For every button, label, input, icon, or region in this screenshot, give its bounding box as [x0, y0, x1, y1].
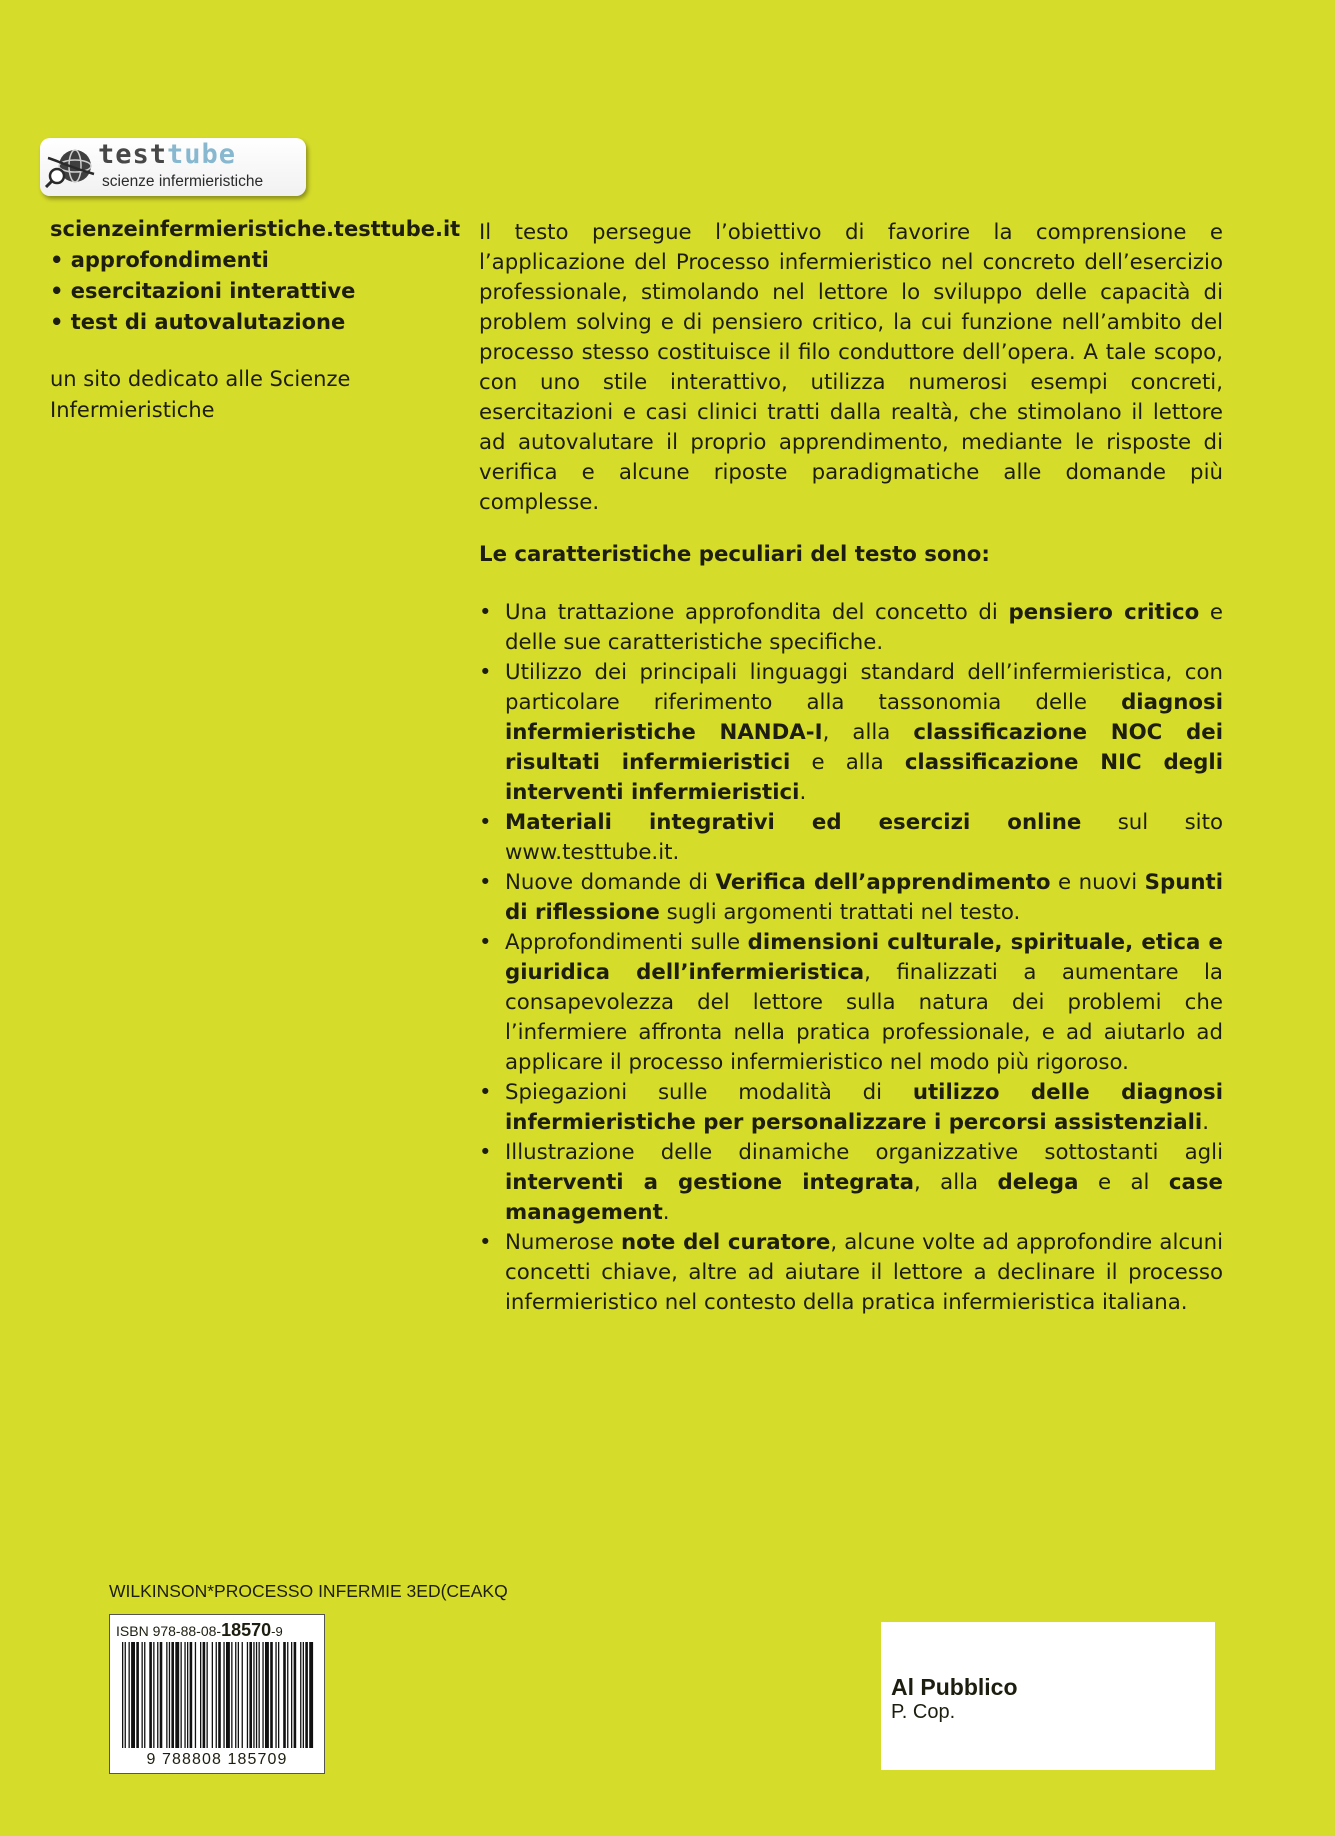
feature-item	[479, 1228, 1223, 1318]
feature-text: Utilizzo dei principali linguaggi standard dell’infermieristica, con particolare riferimento alla tassonomia delle	[505, 660, 1223, 715]
feature-emphasis: classificazione NIC degli interventi infermieristici	[505, 750, 1223, 805]
feature-text: , finalizzati a aumentare la consapevolezza del lettore sulla natura dei problemi che l’infermiere affronta nella pratica professionale, e ad aiutarlo ad applicare il processo infermieristico nel modo più rigoroso.	[505, 960, 1223, 1075]
feature-emphasis: utilizzo delle diagnosi infermieristiche per personalizzare i percorsi assistenziali	[505, 1080, 1223, 1135]
feature-item	[479, 808, 1223, 868]
bullet-marker: •	[479, 1080, 492, 1105]
feature-emphasis: delega	[997, 1170, 1079, 1195]
magnifier-globe-icon	[44, 144, 98, 188]
logo-wordmark	[98, 139, 236, 171]
bullet-marker: •	[479, 660, 492, 685]
features-list	[479, 598, 1223, 1318]
bullet-marker: •	[479, 870, 492, 895]
barcode-box	[109, 1614, 325, 1774]
feature-text: Illustrazione delle dinamiche organizzative sottostanti agli	[505, 1140, 1223, 1165]
feature-emphasis: dimensioni culturale, spirituale, etica e giuridica dell’infermieristica	[505, 930, 1223, 985]
price-box	[881, 1622, 1215, 1770]
feature-text: .	[1202, 1110, 1209, 1135]
feature-text: e al	[1078, 1170, 1169, 1195]
price-subtitle: P. Cop.	[891, 1701, 956, 1723]
isbn-prefix: ISBN 978-88-08-	[116, 1623, 222, 1639]
price-title: Al Pubblico	[891, 1674, 1018, 1700]
bullet-marker: •	[479, 930, 492, 955]
bullet-marker: •	[479, 1230, 492, 1255]
feature-text: sugli argomenti trattati nel testo.	[659, 900, 1021, 925]
sidebar-tagline-line: un sito dedicato alle Scienze	[50, 367, 351, 391]
description	[479, 218, 1223, 1318]
sidebar-bullet-list	[50, 245, 450, 338]
feature-item	[479, 1078, 1223, 1138]
intro-paragraph: Il testo persegue l’obiettivo di favorire la comprensione e l’applicazione del Processo infermieristico nel concreto dell’esercizio professionale, stimolando nel lettore lo sviluppo delle capacità di problem solving e di pensiero critico, la cui funzione nell’ambito del processo stesso costituisce il filo conduttore dell’opera. A tale scopo, con uno stile interattivo, utilizza numerosi esempi concreti, esercitazioni e casi clinici tratti dalla realtà, che stimolano il lettore ad autovalutare il proprio apprendimento, mediante le risposte di verifica e alcune riposte paradigmatiche alle domande più complesse.	[479, 220, 1223, 515]
isbn-suffix: -9	[271, 1624, 283, 1639]
barcode-icon	[120, 1642, 314, 1750]
isbn-main: 18570	[221, 1620, 272, 1640]
feature-text: Numerose	[505, 1230, 621, 1255]
feature-text: e alla	[790, 750, 905, 775]
feature-text: Una trattazione approfondita del concetto di	[505, 600, 1009, 625]
sidebar-tagline-line: Infermieristiche	[50, 398, 215, 422]
feature-text: , alla	[913, 1170, 998, 1195]
feature-item	[479, 1138, 1223, 1228]
feature-item	[479, 868, 1223, 928]
features-heading: Le caratteristiche peculiari del testo sono:	[479, 542, 990, 567]
feature-text: Nuove domande di	[505, 870, 716, 895]
logo-subtitle: scienze infermieristiche	[102, 173, 264, 190]
feature-emphasis: note del curatore	[620, 1230, 831, 1255]
sidebar-bullet-item: • test di autovalutazione	[50, 310, 346, 334]
sidebar-bullet-item: • approfondimenti	[50, 248, 269, 272]
sidebar-site-link[interactable]: scienzeinfermieristiche.testtube.it	[50, 217, 461, 241]
feature-text: .	[662, 1200, 670, 1225]
logo-word-tube: tube	[167, 139, 237, 170]
feature-item	[479, 658, 1223, 808]
feature-text: , alla	[822, 720, 914, 745]
bullet-marker: •	[479, 1140, 492, 1165]
feature-emphasis: Spunti di riflessione	[505, 870, 1223, 925]
feature-text: e nuovi	[1050, 870, 1145, 895]
logo-word-test: test	[98, 139, 168, 170]
feature-text: Approfondimenti sulle	[505, 930, 748, 955]
feature-text: Spiegazioni sulle modalità di	[505, 1080, 913, 1105]
isbn-label	[116, 1621, 283, 1641]
product-code: WILKINSON*PROCESSO INFERMIE 3ED(CEAKQ	[109, 1581, 508, 1601]
feature-emphasis: case management	[505, 1170, 1224, 1225]
feature-item	[479, 598, 1223, 658]
testtube-logo	[40, 138, 306, 196]
bullet-marker: •	[479, 600, 492, 625]
feature-text: , alcune volte ad approfondire alcuni concetti chiave, altre ad aiutare il lettore a declinare il processo infermieristico nel contesto della pratica infermieristica italiana.	[505, 1230, 1223, 1315]
feature-emphasis: interventi a gestione integrata	[505, 1170, 914, 1195]
feature-emphasis: Materiali integrativi ed esercizi online	[505, 810, 1082, 835]
feature-emphasis: classificazione NOC dei risultati infermieristici	[505, 720, 1224, 775]
feature-emphasis: diagnosi infermieristiche NANDA-I	[505, 690, 1223, 745]
feature-text: e delle sue caratteristiche specifiche.	[505, 600, 1223, 655]
ean-number: 9 788808 185709	[146, 1751, 288, 1768]
sidebar-tagline	[50, 364, 450, 426]
feature-item	[479, 928, 1223, 1078]
bullet-marker: •	[479, 810, 492, 835]
feature-text: sul sito www.testtube.it.	[505, 810, 1223, 865]
feature-text: .	[799, 780, 807, 805]
feature-emphasis: Verifica dell’apprendimento	[715, 870, 1051, 895]
sidebar	[50, 214, 461, 426]
sidebar-bullet-item: • esercitazioni interattive	[50, 279, 356, 303]
feature-emphasis: pensiero critico	[1008, 600, 1200, 625]
